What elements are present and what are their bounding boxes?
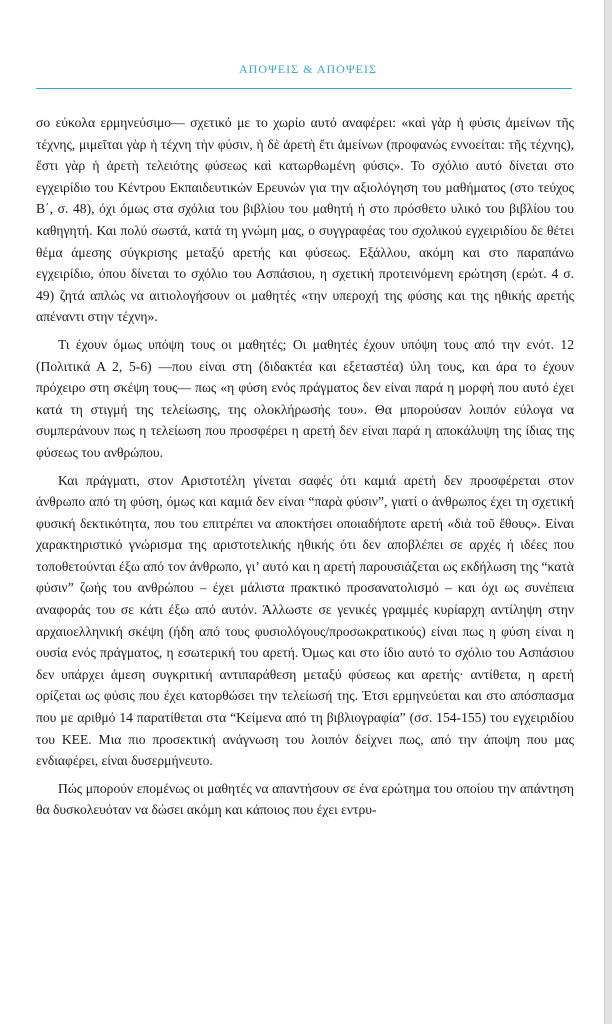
- paragraph-3: Και πράγματι, στον Αριστοτέλη γίνεται σαφές ότι καμιά αρετή δεν προσφέρεται στον άνθρωπο από τη φύση, όμως και καμιά δεν είναι “παρὰ φύσιν”, γιατί ο άνθρωπος έχει τη σχετική φυσική δεκτικότητα, που του επιτρέπει να αποκτήσει οποιαδήποτε αρετή «διὰ τοῦ ἔθους». Είναι χαρακτηριστικό γνώρισμα της αριστοτελικής ηθικής ότι δεν αποβλέπει σε αρχές ή ιδέες που τοποθετούνται έξω από τον άνθρωπο, γι’ αυτό και η αρετή παρουσιάζεται ως εκδήλωση της “κατὰ φύσιν” ζωής του ανθρώπου – έχει μάλιστα πρακτικό προσανατολισμό – και όχι ως συνέπεια αναφοράς του σε κάτι έξω από αυτόν. Άλλωστε σε γενικές γραμμές κυρίαρχη αντίληψη στην αρχαιοελληνική σκέψη (ήδη από τους φυσιολόγους/προσωκρατικούς) είναι πως η φύση είναι η ουσία ενός πράγματος, η εσωτερική του αρετή. Όμως και στο ίδιο αυτό το σχόλιο του Ασπάσιου δεν υπάρχει άμεση συγκριτική αντιπαράθεση μεταξύ φύσεως και αρετής· αντίθετα, η αρετή ορίζεται ως φύσις που έχει κατορθώσει την τελείωσή της. Έτσι ερμηνεύεται και στο απόσπασμα που με αριθμό 14 παρατίθεται στα “Κείμενα από τη βιβλιογραφία” (σσ. 154-155) του εγχειριδίου του ΚΕΕ. Μια πιο προσεκτική ανάγνωση του λοιπόν δείχνει πως, από την άποψη που μας ενδιαφέρει, είναι δυσερμήνευτο.: [36, 472, 574, 769]
- paragraph-4: Πώς μπορούν επομένως οι μαθητές να απαντήσουν σε ένα ερώτημα του οποίου την απάντηση θα δυσκολευόταν να δώσει ακόμη και κάποιος που έχει εντρυ-: [36, 780, 574, 818]
- body-text: [36, 112, 574, 821]
- paragraph-2: Τι έχουν όμως υπόψη τους οι μαθητές; Οι μαθητές έχουν υπόψη τους από την ενότ. 12 (Πολιτικά Α 2, 5-6) —που είναι στη (διδακτέα και εξεταστέα) ύλη τους, και άρα το έχουν πρόχειρο στη σκέψη τους— πως «η φύση ενός πράγματος δεν είναι παρά η μορφή που αυτό έχει κατά τη στιγμή της τελείωσης, της ολοκλήρωσής του». Θα μπορούσαν λοιπόν εύλογα να συμπεράνουν πως η τελείωση που προσφέρει η αρετή δεν είναι παρά η αποκάλυψη της ίδιας της φύσεως του ανθρώπου.: [36, 336, 574, 460]
- page-edge: [604, 0, 612, 1024]
- header-rule: [36, 88, 572, 89]
- running-header: ΑΠΟΨΕΙΣ & ΑΠΟΨΕΙΣ: [239, 62, 377, 76]
- paragraph-1: σο εύκολα ερμηνεύσιμο— σχετικό με το χωρίο αυτό αναφέρει: «καὶ γὰρ ἡ φύσις ἀμείνων τῆς τέχνης, μιμεῖται γὰρ ἡ τέχνη τὴν φύσιν, ἡ δὲ ἀρετὴ ἔτι ἀμείνων (προφανώς εννοείται: τῆς τέχνης), ἔστι γὰρ ἡ ἀρετὴ τελειότης φύσεως καὶ κατωρθωμένη φύσις». Το σχόλιο αυτό δίνεται στο εγχειρίδιο του Κέντρου Εκπαιδευτικών Ερευνών για την αξιολόγηση του μαθήματος (στο τεύχος Β΄, σ. 48), όχι όμως στα σχόλια του βιβλίου του μαθητή ή στο πρόσθετο υλικό του βιβλίου του καθηγητή. Και πολύ σωστά, κατά τη γνώμη μας, ο συγγραφέας του σχολικού εγχειριδίου δε θέτει θέμα άμεσης σύγκρισης μεταξύ αρετής και φύσεως. Εξάλλου, ακόμη και στο παραπάνω εγχειρίδιο, όπου δίνεται το σχόλιο του Ασπάσιου, η σχετική προτεινόμενη ερώτηση (ερώτ. 4 σ. 49) ζητά απλώς να αιτιολογήσουν οι μαθητές «την υπεροχή της φύσης και της ηθικής αρετής απέναντι στην τέχνη».: [36, 115, 574, 325]
